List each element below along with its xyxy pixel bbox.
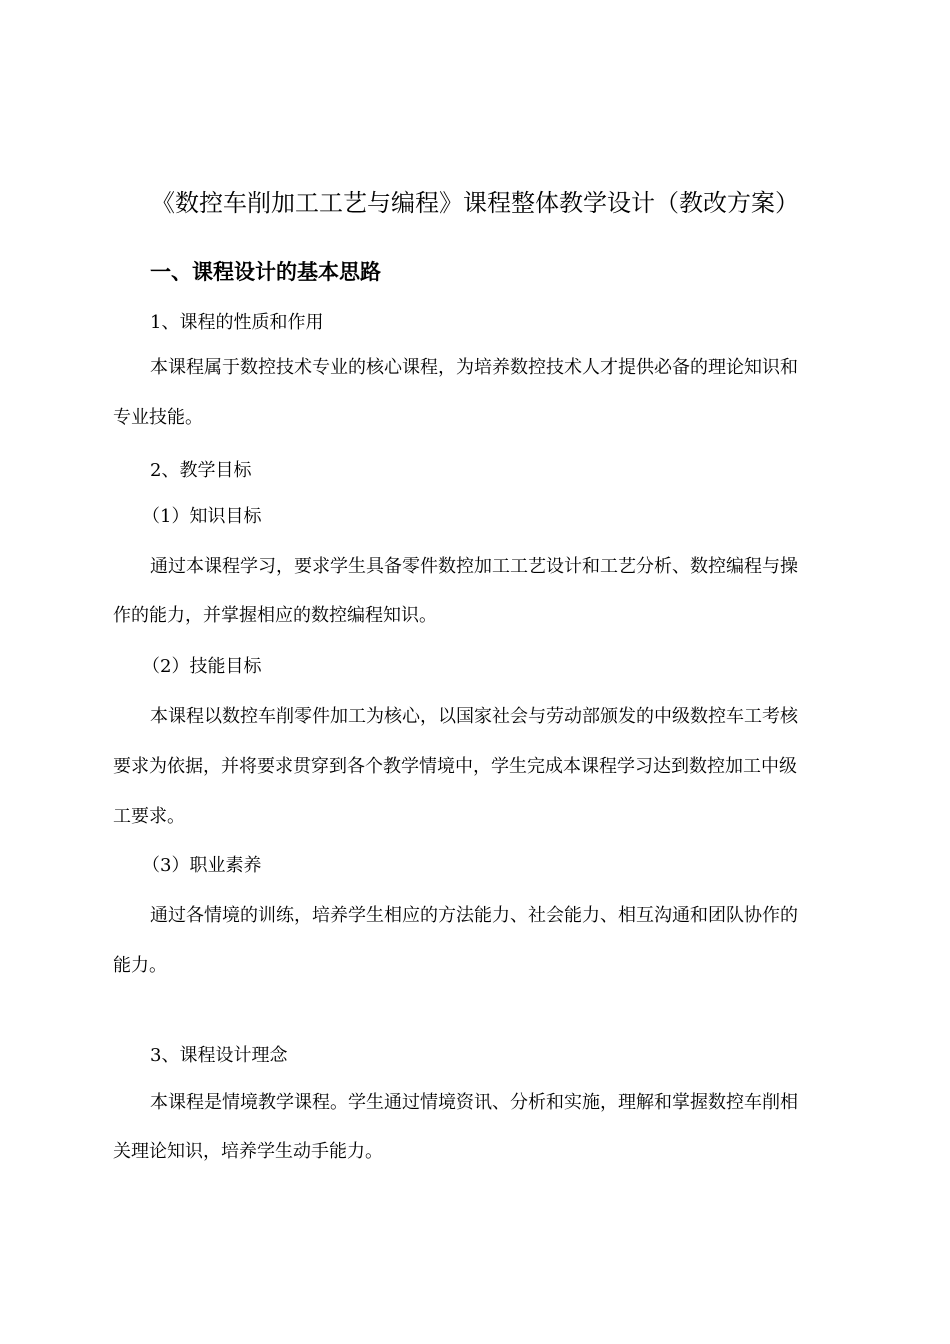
paragraph-line: 关理论知识，培养学生动手能力。 — [113, 1141, 383, 1162]
paren-open: （ — [142, 656, 160, 677]
item-label: 、课程设计理念 — [161, 1045, 288, 1066]
subheading-skills — [142, 655, 261, 679]
paragraph-line: 本课程是情境教学课程。学生通过情境资讯、分析和实施，理解和掌握数控车削相 — [150, 1092, 798, 1113]
section-heading: 一、课程设计的基本思路 — [150, 260, 381, 284]
item-number: 1 — [160, 506, 172, 527]
paragraph-line: 要求为依据，并将要求贯穿到各个教学情境中，学生完成本课程学习达到数控加工中级 — [113, 756, 797, 777]
paragraph-line: 作的能力，并掌握相应的数控编程知识。 — [113, 605, 437, 626]
paragraph-line: 通过各情境的训练，培养学生相应的方法能力、社会能力、相互沟通和团队协作的 — [150, 905, 798, 926]
paragraph-line: 专业技能。 — [113, 407, 203, 428]
subheading-nature — [150, 311, 323, 335]
document-title: 《数控车削加工工艺与编程》课程整体教学设计（教改方案） — [151, 189, 799, 217]
paragraph-line: 本课程以数控车削零件加工为核心，以国家社会与劳动部颁发的中级数控车工考核 — [150, 706, 798, 727]
paragraph-line: 工要求。 — [113, 806, 185, 827]
subheading-professionalism — [142, 854, 261, 878]
subheading-goals — [150, 459, 251, 483]
item-label: 、课程的性质和作用 — [161, 312, 324, 333]
paragraph-line: 本课程属于数控技术专业的核心课程，为培养数控技术人才提供必备的理论知识和 — [150, 357, 798, 378]
item-number: 2 — [160, 656, 172, 677]
item-label: ）职业素养 — [171, 855, 262, 876]
subheading-knowledge — [142, 505, 261, 529]
paren-open: （ — [142, 855, 160, 876]
item-label: ）技能目标 — [171, 656, 262, 677]
paren-open: （ — [142, 506, 160, 527]
paragraph-line: 能力。 — [113, 955, 167, 976]
paragraph-line: 通过本课程学习，要求学生具备零件数控加工工艺设计和工艺分析、数控编程与操 — [150, 556, 798, 577]
item-number: 2 — [150, 460, 162, 481]
subheading-philosophy — [150, 1044, 287, 1068]
item-label: ）知识目标 — [171, 506, 262, 527]
item-number: 3 — [150, 1045, 162, 1066]
item-label: 、教学目标 — [161, 460, 252, 481]
item-number: 3 — [160, 855, 172, 876]
item-number: 1 — [150, 312, 162, 333]
